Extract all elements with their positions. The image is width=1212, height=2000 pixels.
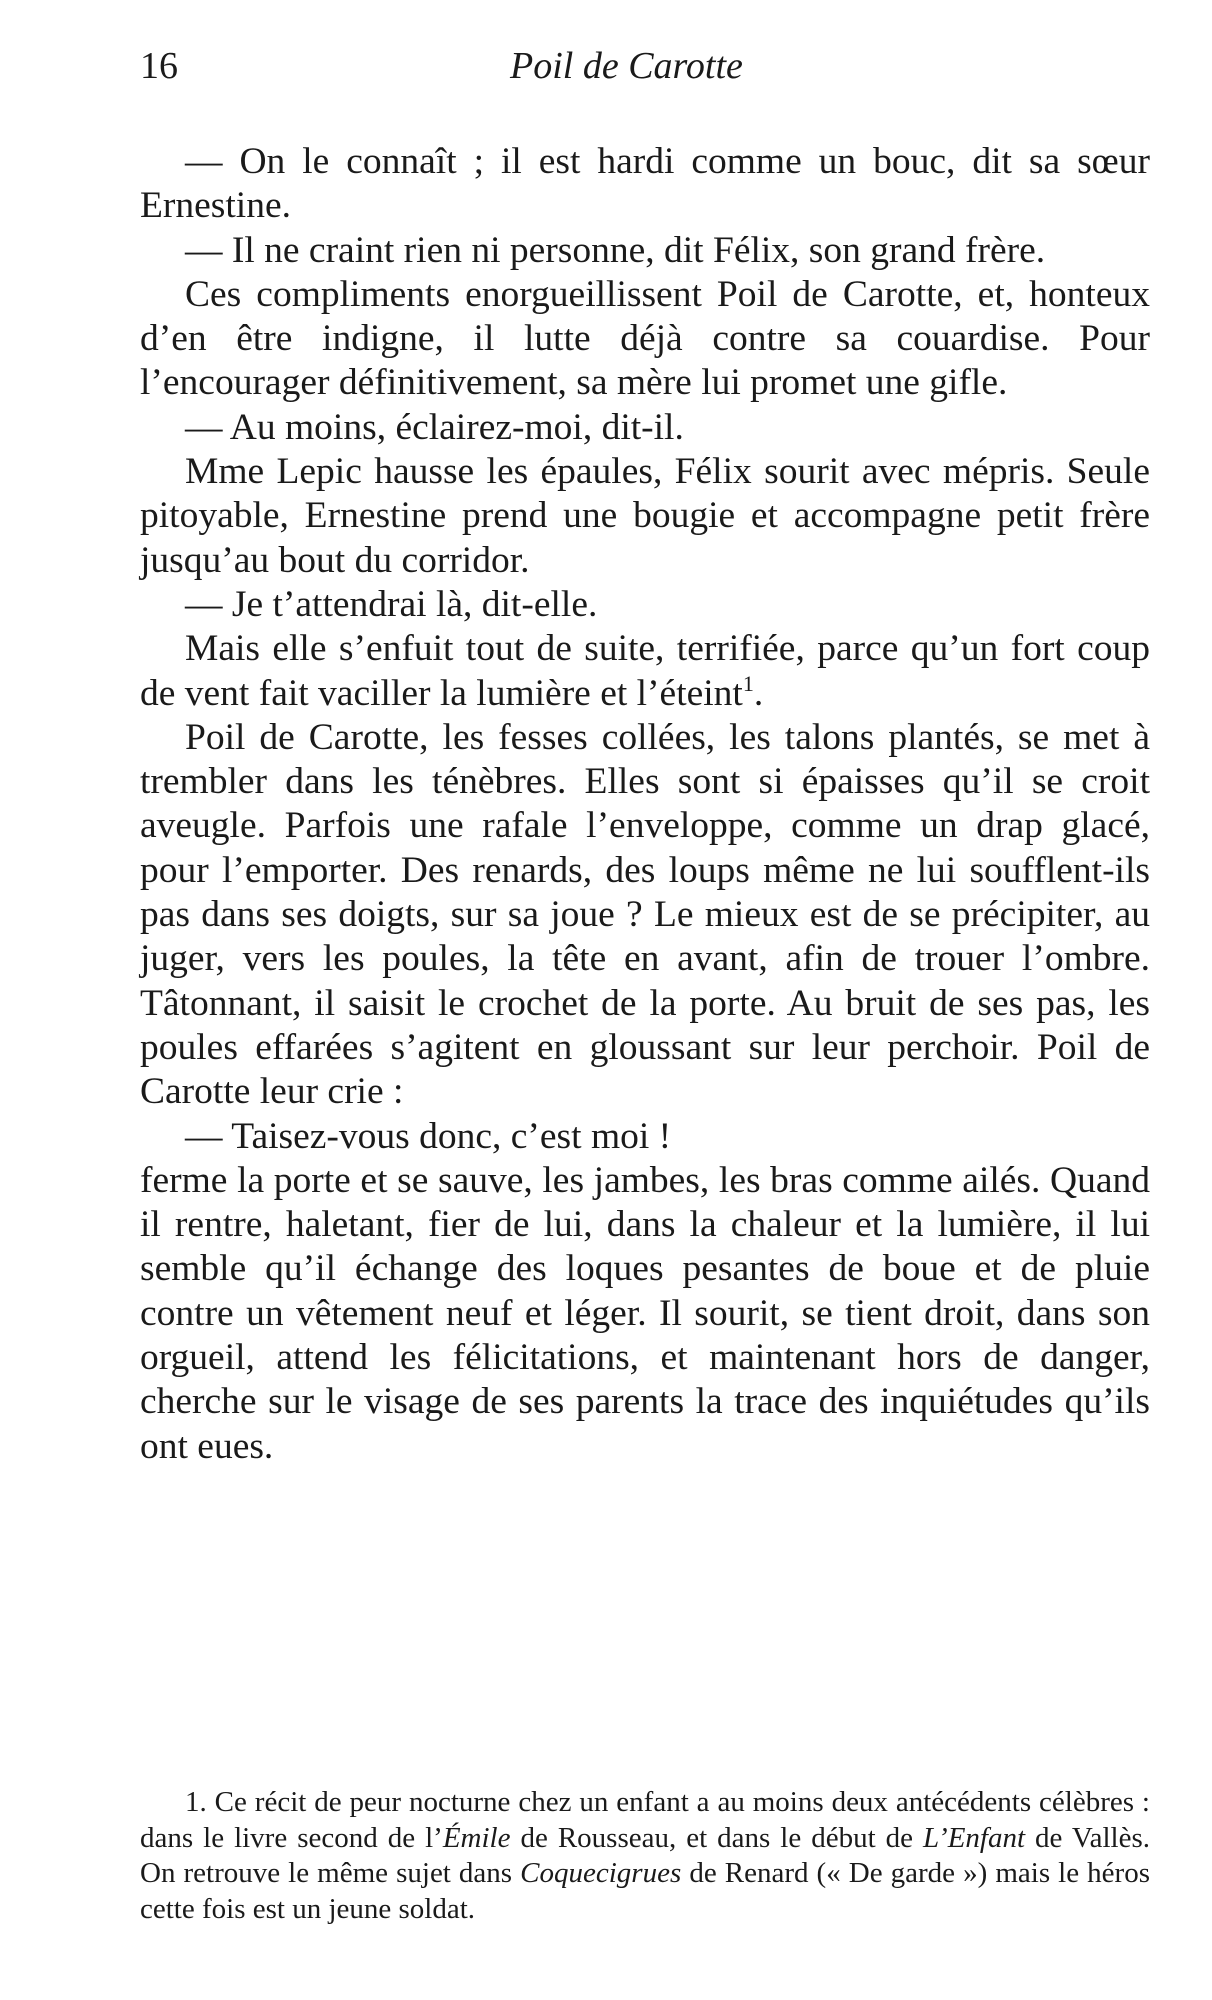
- paragraph: Ces compliments enorgueillissent Poil de Carotte, et, honteux d’en être indigne, il lutte déjà contre sa couardise. Pour l’encourager définitivement, sa mère lui promet une gifle.: [140, 273, 1150, 404]
- page-header: [140, 44, 1150, 100]
- footnote-segment: de Rousseau, et dans le début de: [510, 1821, 923, 1854]
- paragraph: Poil de Carotte, les fesses collées, les talons plantés, se met à trembler dans les ténèbres. Elles sont si épaisses qu’il se croit aveugle. Parfois une rafale l’enveloppe, comme un drap glacé, pour l’emporter. Des renards, des loups même ne lui soufflent-ils pas dans ses doigts, sur sa joue ? Le mieux est de se précipiter, au juger, vers les poules, la tête en avant, afin de trouer l’ombre. Tâtonnant, il saisit le crochet de la porte. Au bruit de ses pas, les poules effarées s’agitent en gloussant sur leur perchoir. Poil de Carotte leur crie :: [140, 716, 1150, 1113]
- paragraph-end: .: [753, 672, 764, 714]
- paragraph-with-note: [140, 627, 1150, 716]
- work-title: Coquecigrues: [520, 1857, 682, 1889]
- paragraph: — Il ne craint rien ni personne, dit Félix, son grand frère.: [185, 229, 1046, 271]
- paragraph-continuation: ferme la porte et se sauve, les jambes, les bras comme ailés. Quand il rentre, haletant, fier de lui, dans la chaleur et la lumière, il lui semble qu’il échange des loques pesantes de boue et de pluie contre un vêtement neuf et léger. Il sourit, se tient droit, dans son orgueil, attend les félicitations, et maintenant hors de danger, cherche sur le visage de ses parents la trace des inquiétudes qu’ils ont eues.: [140, 1159, 1150, 1467]
- footnote-segment: de Renard (« De garde ») mais le héros cette fois est un jeune soldat.: [140, 1857, 1150, 1925]
- footnote-text: [140, 1785, 1150, 1927]
- work-title: Émile: [442, 1821, 511, 1854]
- paragraph: — Je t’attendrai là, dit-elle.: [185, 583, 598, 625]
- page-number: 16: [140, 45, 178, 87]
- work-title: L’Enfant: [923, 1821, 1026, 1854]
- paragraph: — On le connaît ; il est hardi comme un bouc, dit sa sœur Ernestine.: [140, 141, 1150, 227]
- body-text: [140, 140, 1150, 1469]
- paragraph-text: Mais elle s’enfuit tout de suite, terrifiée, parce qu’un fort coup de vent fait vaciller la lumière et l’éteint: [140, 628, 1150, 714]
- footnote: [140, 1785, 1150, 1927]
- paragraph: Mme Lepic hausse les épaules, Félix sourit avec mépris. Seule pitoyable, Ernestine prend une bougie et accompagne petit frère jusqu’au bout du corridor.: [140, 451, 1150, 581]
- footnote-number: 1.: [185, 1786, 207, 1818]
- paragraph: — Au moins, éclairez-moi, dit-il.: [185, 406, 684, 448]
- footnote-marker[interactable]: 1: [742, 670, 754, 696]
- footnote-segment: Ce récit de peur nocturne chez un enfant a au moins deux antécédents célèbres : dans le livre second de l’: [140, 1786, 1150, 1854]
- paragraph: — Taisez-vous donc, c’est moi !: [185, 1115, 672, 1157]
- running-title: Poil de Carotte: [510, 45, 743, 87]
- footnote-segment: de Vallès. On retrouve le même sujet dans: [140, 1821, 1150, 1889]
